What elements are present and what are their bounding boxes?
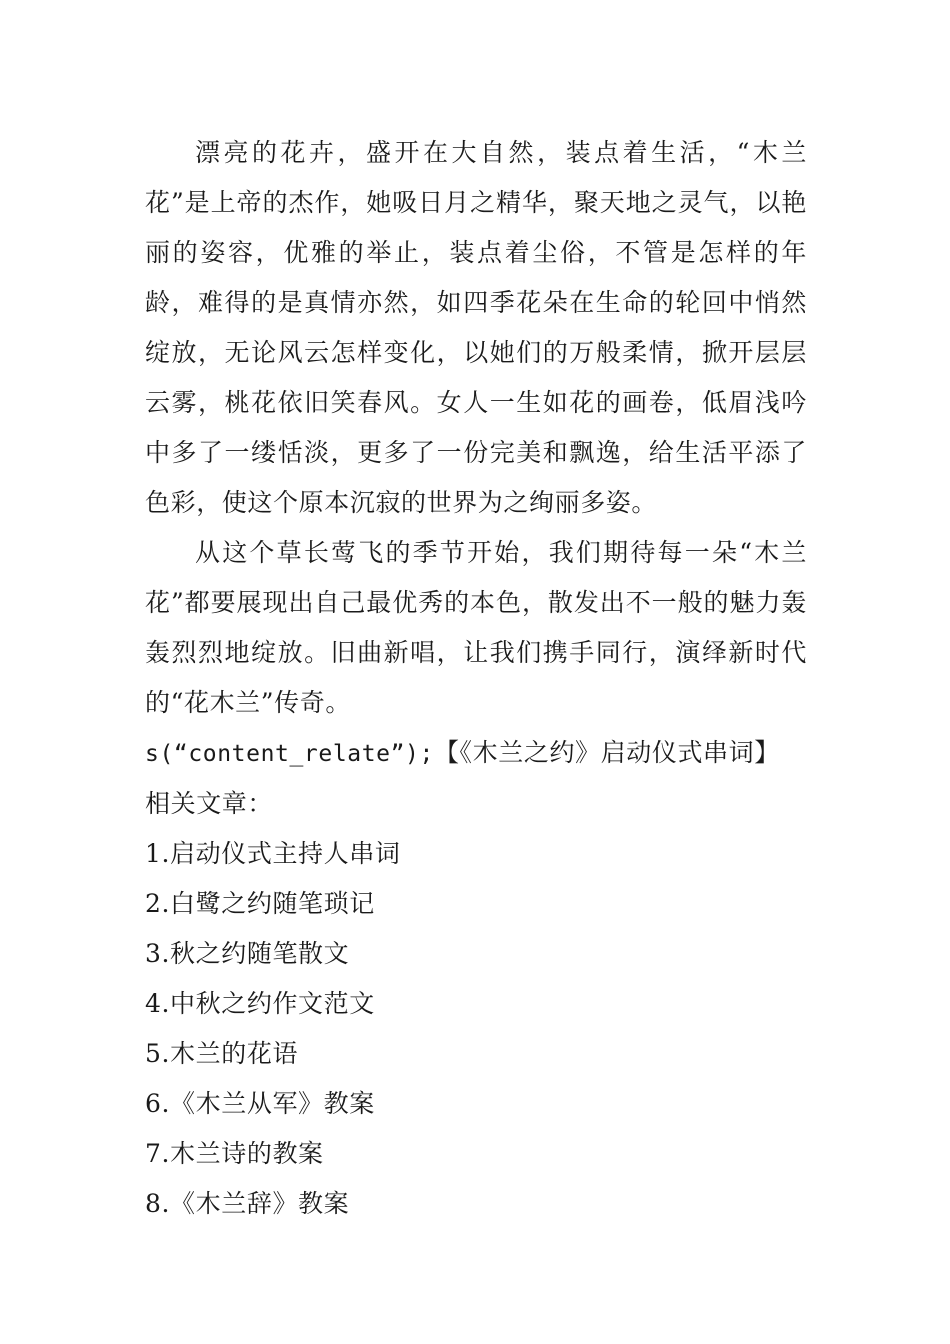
related-article-link[interactable]: 3.秋之约随笔散文 (145, 939, 350, 968)
related-article-link[interactable]: 1.启动仪式主持人串词 (145, 839, 401, 868)
paragraph-magnolia-intro: 漂亮的花卉，盛开在大自然，装点着生活，“木兰花”是上帝的杰作，她吸日月之精华，聚天地之灵气，以艳丽的姿容，优雅的举止，装点着尘俗，不管是怎样的年龄，难得的是真情亦然，如四季花朵在生命的轮回中悄然绽放，无论风云怎样变化，以她们的万般柔情，掀开层层云雾，桃花依旧笑春风。女人一生如花的画卷，低眉浅吟中多了一缕恬淡，更多了一份完美和飘逸，给生活平添了色彩，使这个原本沉寂的世界为之绚丽多姿。 (145, 138, 807, 517)
paragraph-magnolia-season: 从这个草长莺飞的季节开始，我们期待每一朵“木兰花”都要展现出自己最优秀的本色，散发出不一般的魅力轰轰烈烈地绽放。旧曲新唱，让我们携手同行，演绎新时代的“花木兰”传奇。 (145, 538, 807, 717)
related-article-link[interactable]: 6.《木兰从军》教案 (145, 1089, 375, 1118)
related-article-link[interactable]: 7.木兰诗的教案 (145, 1139, 324, 1168)
content-relate-title: 【《木兰之约》启动仪式串词】 (433, 738, 780, 767)
related-article-link[interactable]: 8.《木兰辞》教案 (145, 1189, 350, 1218)
document-body (145, 128, 807, 1229)
related-article-link[interactable]: 2.白鹭之约随笔琐记 (145, 889, 375, 918)
related-article-link[interactable]: 4.中秋之约作文范文 (145, 989, 375, 1018)
related-articles-heading: 相关文章： (145, 789, 274, 818)
related-articles-list (145, 829, 807, 1229)
content-relate-line (145, 728, 807, 779)
related-article-link[interactable]: 5.木兰的花语 (145, 1039, 299, 1068)
content-relate-code: s(“content_relate”); (145, 741, 434, 767)
